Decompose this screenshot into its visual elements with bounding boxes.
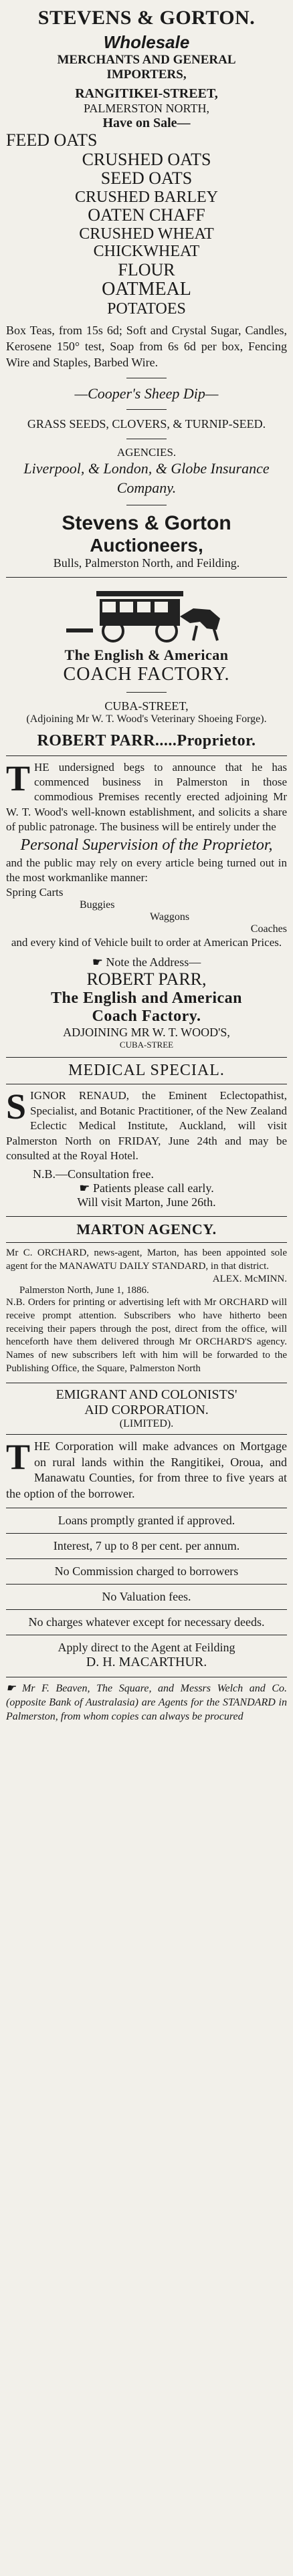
medical-heading: MEDICAL SPECIAL. xyxy=(68,1062,225,1080)
coach-title-1: The English & American xyxy=(64,646,229,663)
footer-line-3: Coach Factory. xyxy=(92,1008,201,1026)
coach-body xyxy=(6,757,287,835)
medical-body-text: IGNOR RENAUD, the Eminent Eclectopathist, Specialist, and Botanic Practitioner, of the New Zealand Eclectic Medical Institute, Auckland, will visit Palmerston North on FRIDAY, June 24th and may be consulted at the Royal Hotel. xyxy=(6,1089,287,1162)
coach-title-2: COACH FACTORY. xyxy=(63,663,230,685)
pointing-hand-icon: ☛ xyxy=(92,955,103,969)
product-item: SEED OATS xyxy=(100,168,193,189)
spring-carts: Spring Carts xyxy=(6,885,64,899)
divider xyxy=(126,409,167,410)
product-item: OATEN CHAFF xyxy=(88,205,205,225)
footer-line-2: The English and American xyxy=(50,989,243,1008)
drop-cap: T xyxy=(6,757,31,798)
newspaper-column xyxy=(6,0,287,1724)
medical-patients: ☛ Patients please call early. xyxy=(79,1181,214,1195)
wholesale-label: Wholesale xyxy=(103,32,190,52)
apply-line: Apply direct to the Agent at Feilding xyxy=(58,1640,235,1654)
importers-line: IMPORTERS, xyxy=(106,68,187,82)
beaven-text: ☛ Mr F. Beaven, The Square, and Messrs Welch and Co. (opposite Bank of Australasia) are Agents for the STANDARD in Palmerston, from whom copies can always be procured xyxy=(6,1682,288,1722)
coach-proprietor: ROBERT PARR.....Proprietor. xyxy=(37,731,256,749)
beaven-ad xyxy=(6,1677,287,1724)
coach-adjoining: (Adjoining Mr W. T. Wood's Veterinary Shoeing Forge). xyxy=(26,713,267,725)
buggies: Buggies xyxy=(80,899,115,911)
product-item: CRUSHED OATS xyxy=(82,149,211,169)
auctioneers-label: Auctioneers, xyxy=(90,534,203,556)
street-line: RANGITIKEI-STREET, xyxy=(75,86,218,101)
emigrant-heading-2: AID CORPORATION. xyxy=(84,1402,209,1417)
divider xyxy=(126,692,167,693)
marton-nb: N.B. Orders for printing or advertising left with Mr ORCHARD will receive prompt attention. Subscribers who have hitherto been receiving their papers through the post, direct from the office, will henceforth have them delivered through Mr ORCHARD'S agency. Names of new subscribers left with him will be forwarded to the Publishing Office, the Square, Palmerston North xyxy=(6,1296,287,1374)
grass-seeds: GRASS SEEDS, CLOVERS, & TURNIP-SEED. xyxy=(27,417,266,431)
marton-signed: ALEX. McMINN. xyxy=(212,1273,287,1284)
emigrant-body-text: HE Corporation will make advances on Mortgage on rural lands within the Rangitikei, Oroua, and Manawatu Counties, for from three to five years at the option of the borrower. xyxy=(6,1439,287,1501)
emigrant-ad xyxy=(6,1383,287,1677)
coach-icon xyxy=(6,582,287,647)
coach-body-2: and the public may rely on every article being turned out in the most workmanlike manner: xyxy=(6,856,287,885)
agencies-label: AGENCIES. xyxy=(116,446,177,459)
product-item: FEED OATS xyxy=(6,130,98,150)
personal-supervision: Personal Supervision of the Proprietor, xyxy=(20,836,273,854)
medical-body xyxy=(6,1088,287,1163)
footer-adjoining: ADJOINING MR W. T. WOOD'S, xyxy=(63,1026,230,1040)
product-item: CHICKWHEAT xyxy=(93,243,200,261)
product-item: FLOUR xyxy=(118,259,175,279)
emigrant-body xyxy=(6,1436,287,1502)
every-kind: and every kind of Vehicle built to order at American Prices. xyxy=(11,935,282,949)
bulls-line: Bulls, Palmerston North, and Feilding. xyxy=(53,556,240,570)
no-charges: No charges whatever except for necessary deeds. xyxy=(28,1615,265,1629)
marton-date: Palmerston North, June 1, 1886. xyxy=(19,1284,149,1296)
emigrant-heading-1: EMIGRANT AND COLONISTS' xyxy=(56,1387,237,1402)
marton-heading: MARTON AGENCY. xyxy=(76,1221,217,1238)
pointing-hand-icon: ☛ xyxy=(6,1682,16,1694)
product-item: CRUSHED BARLEY xyxy=(74,188,219,206)
waggons: Waggons xyxy=(150,911,190,923)
note-address: ☛ Note the Address— xyxy=(92,955,201,969)
coaches: Coaches xyxy=(250,923,287,935)
loans-line: Loans promptly granted if approved. xyxy=(58,1513,235,1527)
product-item: OATMEAL xyxy=(102,279,191,300)
company-name: STEVENS & GORTON. xyxy=(37,7,256,29)
box-teas-text: Box Teas, from 15s 6d; Soft and Crystal Sugar, Candles, Kerosene 150° test, Soap from 6s 6d per box, Fencing Wire and Staples, Barbed Wire. xyxy=(6,324,287,369)
product-list xyxy=(6,131,287,318)
no-valuation: No Valuation fees. xyxy=(102,1589,191,1603)
stevens-gorton-ad xyxy=(6,3,287,578)
agent-name: D. H. MACARTHUR. xyxy=(86,1654,207,1669)
coach-body-text: HE undersigned begs to announce that he has commenced business in Palmerston in those commodious Premises recently erected adjoining Mr W. T. Wood's well-known establishment, and solicits a share of public patronage. The business will be entirely under the xyxy=(6,760,287,834)
footer-name: ROBERT PARR, xyxy=(86,969,207,989)
pointing-hand-icon: ☛ xyxy=(79,1181,90,1195)
drop-cap: S xyxy=(6,1086,27,1127)
agencies-text: Liverpool, & London, & Globe Insurance Company. xyxy=(23,460,270,496)
marton-body: Mr C. ORCHARD, news-agent, Marton, has been appointed sole agent for the MANAWATU DAILY STANDARD, in that district. xyxy=(6,1248,287,1272)
no-commission: No Commission charged to borrowers xyxy=(54,1564,239,1578)
interest-line: Interest, 7 up to 8 per cent. per annum. xyxy=(53,1538,240,1552)
town-line: PALMERSTON NORTH, xyxy=(84,102,209,115)
medical-ad xyxy=(6,1058,287,1217)
emigrant-limited: (LIMITED). xyxy=(119,1417,174,1429)
sheep-dip: —Cooper's Sheep Dip— xyxy=(74,384,219,402)
marton-agency-ad xyxy=(6,1217,287,1383)
medical-marton: Will visit Marton, June 26th. xyxy=(77,1195,216,1209)
medical-nb: N.B.—Consultation free. xyxy=(33,1167,154,1181)
product-item: POTATOES xyxy=(107,300,186,318)
drop-cap: T xyxy=(6,1436,31,1477)
product-item: CRUSHED WHEAT xyxy=(79,225,214,243)
coach-factory-ad xyxy=(6,578,287,1058)
footer-street: CUBA-STREE xyxy=(119,1040,174,1050)
have-on-sale: Have on Sale— xyxy=(102,116,191,130)
coach-street: CUBA-STREET, xyxy=(104,699,189,713)
merchants-line: MERCHANTS AND GENERAL xyxy=(57,53,236,67)
auctioneers-name: Stevens & Gorton xyxy=(62,511,231,534)
